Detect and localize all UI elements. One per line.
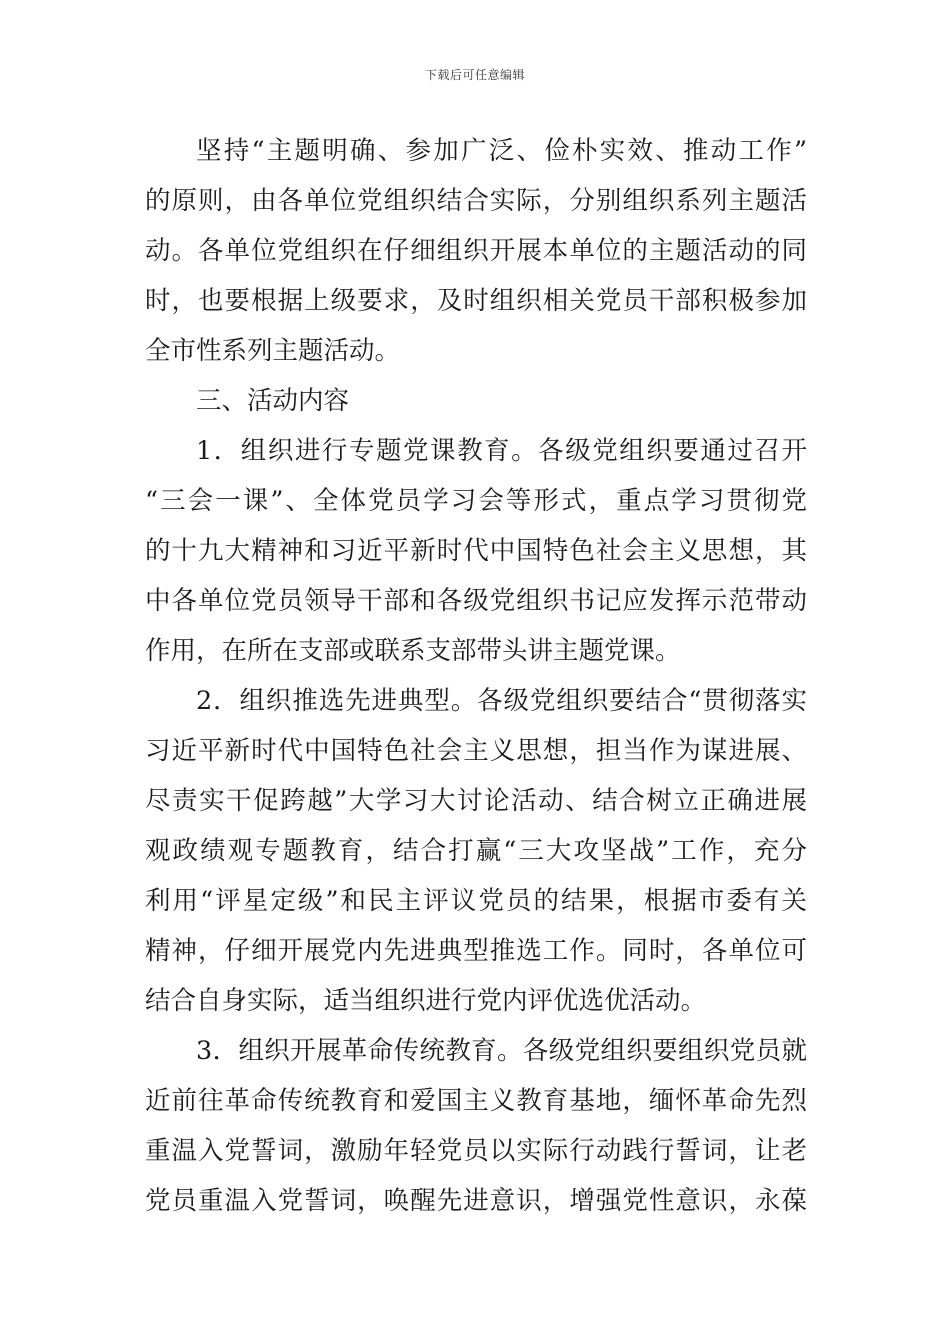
text-line: 作用，在所在支部或联系支部带头讲主题党课。 [145,636,681,666]
text-line: 习近平新时代中国特色社会主义思想，担当作为谋进展、 [145,736,807,766]
text-line: 3．组织开展革命传统教育。各级党组织要组织党员就 [196,1036,807,1066]
text-line: 结合自身实际，适当组织进行党内评优选优活动。 [145,986,707,1016]
text-line: 的十九大精神和习近平新时代中国特色社会主义思想，其 [145,536,807,566]
text-line: 2．组织推选先进典型。各级党组织要结合“贯彻落实 [196,686,807,716]
text-line: 精神，仔细开展党内先进典型推选工作。同时，各单位可 [145,936,807,966]
text-line: 1．组织进行专题党课教育。各级党组织要通过召开 [196,436,807,466]
page-header: 下载后可任意编辑 [424,68,525,82]
text-line: “三会一课”、全体党员学习会等形式，重点学习贯彻党 [145,486,807,516]
text-line: 全市性系列主题活动。 [145,336,401,366]
text-line: 尽责实干促跨越”大学习大讨论活动、结合树立正确进展 [145,786,807,816]
document-body [145,126,807,1226]
text-line: 党员重温入党誓词，唤醒先进意识，增强党性意识，永葆 [145,1186,807,1216]
text-line: 中各单位党员领导干部和各级党组织书记应发挥示范带动 [145,586,807,616]
text-line: 的原则，由各单位党组织结合实际，分别组织系列主题活 [145,186,807,216]
text-line: 观政绩观专题教育，结合打赢“三大攻坚战”工作，充分 [145,836,807,866]
text-line: 近前往革命传统教育和爱国主义教育基地，缅怀革命先烈 [145,1086,807,1116]
text-line: 坚持“主题明确、参加广泛、俭朴实效、推动工作” [196,136,807,166]
text-line: 时，也要根据上级要求，及时组织相关党员干部积极参加 [145,286,807,316]
text-line: 动。各单位党组织在仔细组织开展本单位的主题活动的同 [145,236,807,266]
text-line: 利用“评星定级”和民主评议党员的结果，根据市委有关 [145,886,807,916]
text-line: 三、活动内容 [196,386,350,416]
text-line: 重温入党誓词，激励年轻党员以实际行动践行誓词，让老 [145,1136,807,1166]
